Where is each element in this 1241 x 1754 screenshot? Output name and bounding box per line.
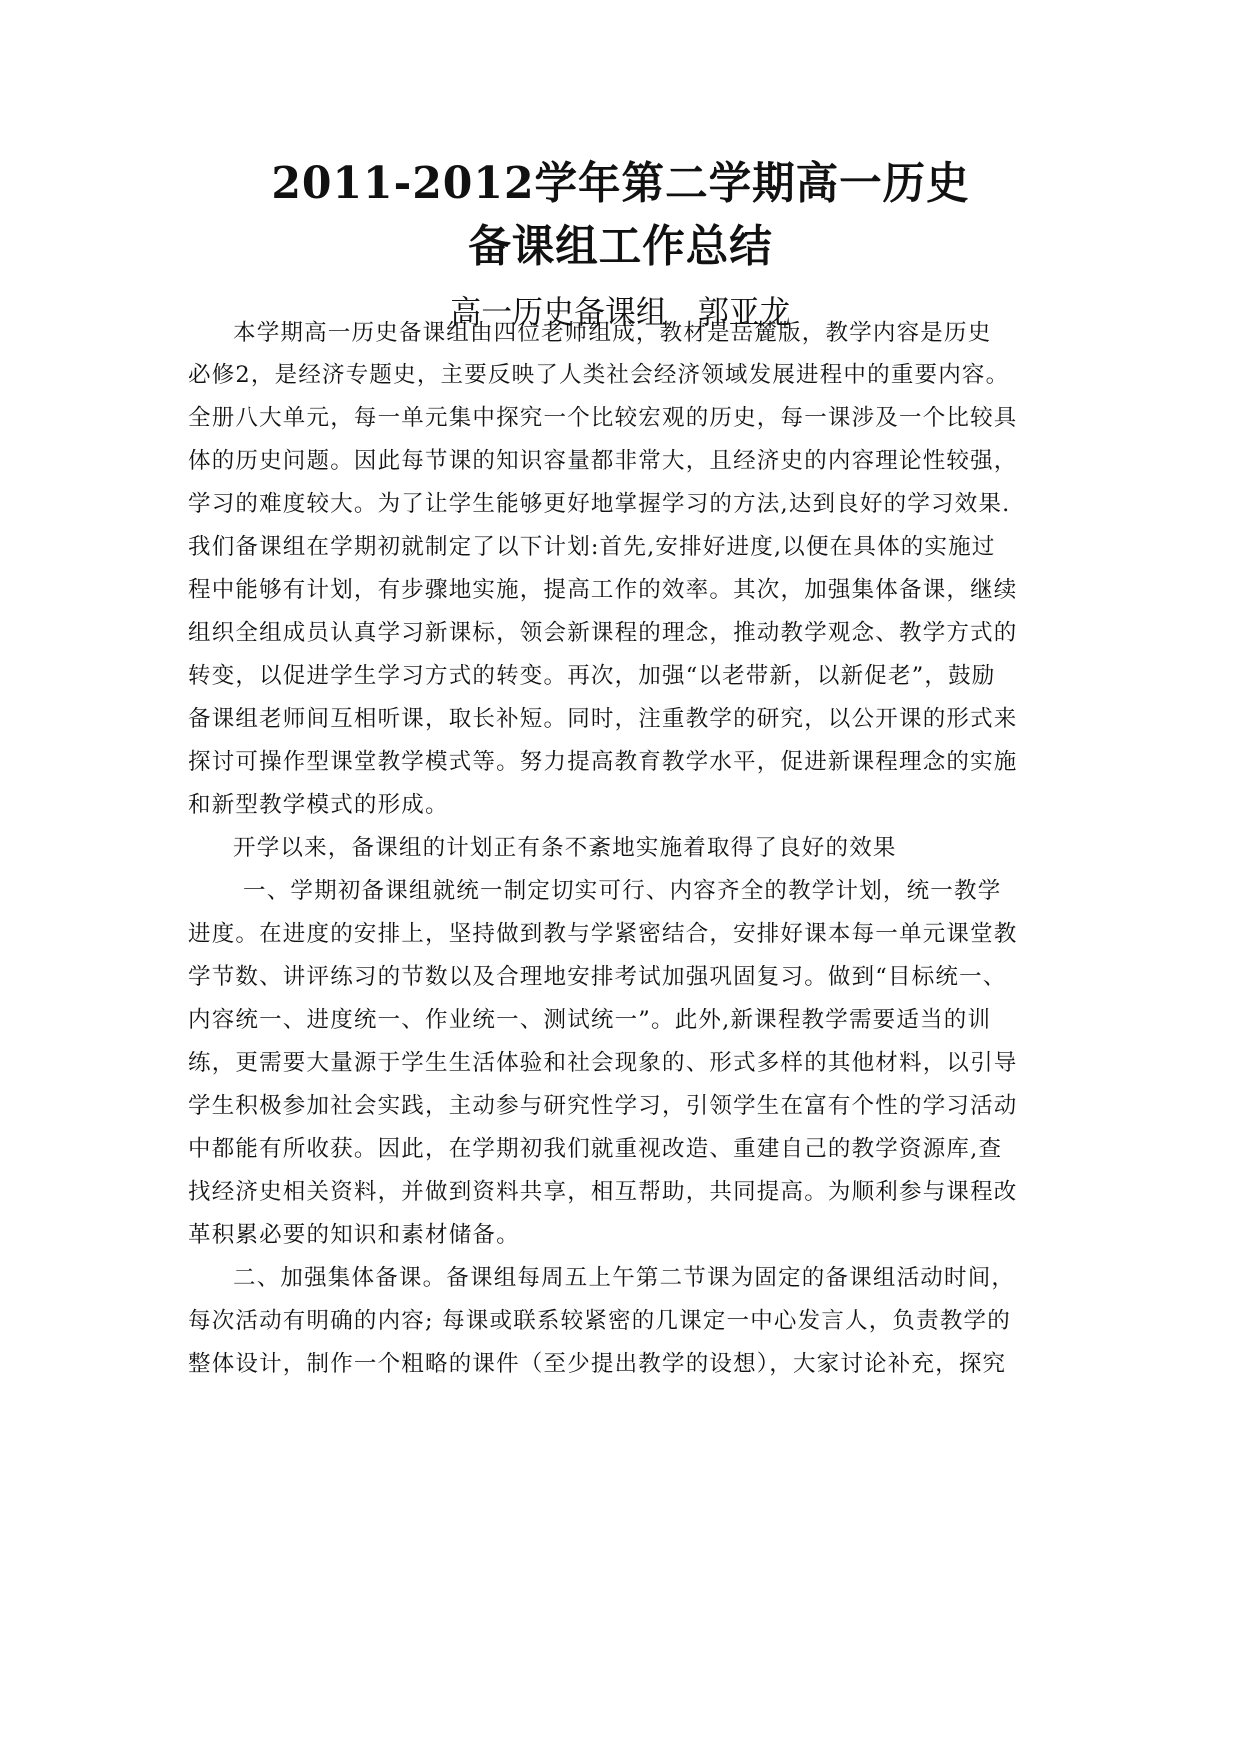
- body-line-16: 学节数、讲评练习的节数以及合理地安排考试加强巩固复习。做到“目标统一、: [188, 964, 1007, 990]
- body-line-15: 进度。在进度的安排上，坚持做到教与学紧密结合，安排好课本每一单元课堂教: [188, 921, 1018, 947]
- body-line-20: 中都能有所收获。因此，在学期初我们就重视改造、重建自己的教学资源库,查: [188, 1136, 1003, 1162]
- body-line-6: 我们备课组在学期初就制定了以下计划:首先,安排好进度,以便在具体的实施过: [188, 534, 996, 560]
- body-line-3: 全册八大单元，每一单元集中探究一个比较宏观的历史，每一课涉及一个比较具: [188, 405, 1018, 431]
- body-line-5: 学习的难度较大。为了让学生能够更好地掌握学习的方法,达到良好的学习效果.: [188, 491, 1011, 517]
- body-line-7: 程中能够有计划，有步骤地实施，提高工作的效率。其次，加强集体备课，继续: [188, 577, 1018, 603]
- body-line-21: 找经济史相关资料，并做到资料共享，相互帮助，共同提高。为顺利参与课程改: [188, 1179, 1018, 1205]
- body-line-22: 革积累必要的知识和素材储备。: [188, 1222, 520, 1248]
- body-line-25: 整体设计，制作一个粗略的课件（至少提出教学的设想），大家讨论补充，探究: [188, 1351, 1007, 1377]
- body-line-24: 每次活动有明确的内容; 每课或联系较紧密的几课定一中心发言人，负责教学的: [188, 1308, 1011, 1334]
- document-title-line-2: 备课组工作总结: [468, 221, 773, 272]
- body-line-4: 体的历史问题。因此每节课的知识容量都非常大，且经济史的内容理论性较强，: [188, 448, 1018, 474]
- body-line-23: 二、加强集体备课。备课组每周五上午第二节课为固定的备课组活动时间，: [233, 1265, 1016, 1291]
- body-line-17: 内容统一、进度统一、作业统一、测试统一”。此外,新课程教学需要适当的训: [188, 1007, 992, 1033]
- body-line-8: 组织全组成员认真学习新课标，领会新课程的理念，推动教学观念、教学方式的: [188, 620, 1018, 646]
- document-title-line-1: 2011-2012学年第二学期高一历史: [271, 158, 970, 209]
- body-line-11: 探讨可操作型课堂教学模式等。努力提高教育教学水平，促进新课程理念的实施: [188, 749, 1018, 775]
- body-line-9: 转变，以促进学生学习方式的转变。再次，加强“以老带新，以新促老”，鼓励: [188, 663, 996, 689]
- body-line-18: 练，更需要大量源于学生生活体验和社会现象的、形式多样的其他材料，以引导: [188, 1050, 1018, 1076]
- body-line-19: 学生积极参加社会实践，主动参与研究性学习，引领学生在富有个性的学习活动: [188, 1093, 1018, 1119]
- body-line-1: 本学期高一历史备课组由四位老师组成，教材是岳麓版，教学内容是历史: [233, 320, 992, 346]
- body-line-10: 备课组老师间互相听课，取长补短。同时，注重教学的研究，以公开课的形式来: [188, 706, 1018, 732]
- body-line-2: 必修2，是经济专题史，主要反映了人类社会经济领域发展进程中的重要内容。: [188, 362, 1010, 388]
- body-line-14: 一、学期初备课组就统一制定切实可行、内容齐全的教学计划，统一教学: [243, 878, 1002, 904]
- body-line-13: 开学以来，备课组的计划正有条不紊地实施着取得了良好的效果: [233, 835, 897, 861]
- document-byline: 高一历史备课组 郭亚龙: [450, 293, 791, 331]
- body-line-12: 和新型教学模式的形成。: [188, 792, 449, 818]
